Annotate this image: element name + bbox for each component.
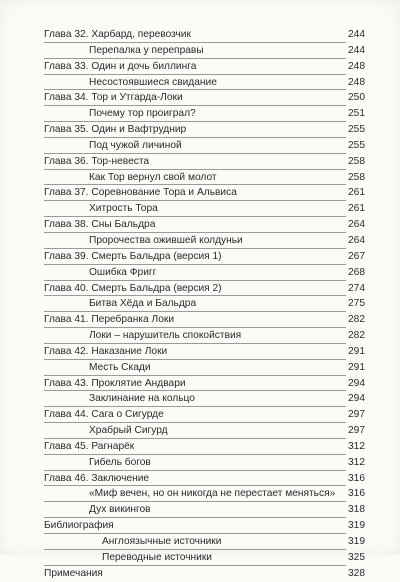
toc-chapter-row	[44, 185, 365, 201]
toc-chapter-row	[44, 122, 365, 138]
toc-chapter-row	[44, 249, 365, 265]
toc-page-number: 294	[346, 391, 365, 407]
toc-chapter-row	[44, 439, 365, 455]
toc-entry-title: Месть Скади	[89, 361, 151, 373]
toc-page-number: 297	[346, 407, 365, 423]
toc-section-row	[44, 486, 365, 502]
toc-entry-title: Локи – нарушитель спокойствия	[89, 330, 242, 342]
toc-entry-title: Перепалка у переправы	[89, 44, 204, 56]
toc-section-row	[44, 170, 365, 186]
toc-entry-title: Глава 42. Наказание Локи	[44, 345, 168, 357]
toc-page-number: 261	[346, 185, 365, 201]
table-of-contents	[44, 27, 365, 582]
toc-entry-title: Пророчества ожившей колдуньи	[89, 234, 243, 246]
toc-chapter-row	[44, 217, 365, 233]
toc-section-row	[44, 265, 365, 281]
toc-chapter-row	[44, 344, 365, 360]
toc-entry-title: Глава 43. Проклятие Андвари	[44, 377, 186, 389]
toc-entry-title: Глава 44. Сага о Сигурде	[44, 409, 164, 421]
toc-page-number: 264	[346, 217, 365, 233]
toc-page-number: 258	[346, 170, 365, 186]
toc-page-number: 255	[346, 122, 365, 138]
toc-entry-title: Глава 46. Заключение	[44, 472, 150, 484]
toc-chapter-row	[44, 471, 365, 487]
toc-entry-title: Библиография	[44, 520, 114, 532]
toc-entry-title: Несостоявшиеся свидание	[89, 76, 217, 88]
toc-page-number: 319	[346, 518, 365, 534]
toc-chapter-row	[44, 376, 365, 392]
toc-entry-title: Глава 36. Тор-невеста	[44, 155, 150, 167]
toc-section-row	[44, 502, 365, 518]
toc-page-number: 325	[346, 550, 365, 566]
toc-entry-title: Глава 38. Сны Бальдра	[44, 219, 156, 231]
toc-section-row	[44, 455, 365, 471]
toc-page-number: 312	[346, 439, 365, 455]
toc-page-number: 294	[346, 376, 365, 392]
toc-page-number: 274	[346, 281, 365, 297]
toc-page-number: 291	[346, 344, 365, 360]
toc-entry-title: «Миф вечен, но он никогда не перестает меняться»	[89, 488, 336, 500]
toc-chapter-row	[44, 27, 365, 43]
toc-section-row	[44, 391, 365, 407]
toc-entry-title: Глава 33. Один и дочь биллинга	[44, 60, 197, 72]
toc-section-row	[44, 43, 365, 59]
toc-chapter-row	[44, 518, 365, 534]
toc-page-number: 319	[346, 534, 365, 550]
toc-section-row	[44, 296, 365, 312]
toc-section-row	[44, 233, 365, 249]
toc-section-row	[44, 201, 365, 217]
toc-entry-title: Почему тор проиграл?	[89, 108, 196, 120]
toc-entry-title: Глава 40. Смерть Бальдра (версия 2)	[44, 282, 222, 294]
toc-entry-title: Примечания	[44, 567, 103, 579]
toc-section-row	[44, 360, 365, 376]
toc-page-number: 248	[346, 75, 365, 91]
toc-entry-title: Глава 34. Тор и Утгарда-Локи	[44, 92, 183, 104]
toc-page-number: 258	[346, 154, 365, 170]
toc-page-number: 248	[346, 59, 365, 75]
toc-section-row	[44, 534, 365, 550]
toc-entry-title: Глава 41. Перебранка Локи	[44, 314, 175, 326]
toc-chapter-row	[44, 154, 365, 170]
toc-page-number: 250	[346, 90, 365, 106]
toc-entry-title: Ошибка Фригг	[89, 266, 157, 278]
toc-page-number: 328	[346, 566, 365, 582]
toc-page-number: 255	[346, 138, 365, 154]
toc-page-number: 316	[346, 471, 365, 487]
toc-section-row	[44, 550, 365, 566]
toc-section-row	[44, 75, 365, 91]
toc-page-number: 268	[346, 265, 365, 281]
toc-chapter-row	[44, 566, 365, 582]
toc-page-number: 291	[346, 360, 365, 376]
toc-entry-title: Под чужой личиной	[89, 139, 182, 151]
toc-page-number: 312	[346, 455, 365, 471]
toc-page-number: 282	[346, 328, 365, 344]
toc-entry-title: Глава 39. Смерть Бальдра (версия 1)	[44, 250, 222, 262]
toc-page-number: 244	[346, 43, 365, 59]
toc-section-row	[44, 328, 365, 344]
toc-page-number: 282	[346, 312, 365, 328]
toc-section-row	[44, 138, 365, 154]
toc-page-number: 244	[346, 27, 365, 43]
toc-chapter-row	[44, 281, 365, 297]
toc-page-number: 318	[346, 502, 365, 518]
toc-entry-title: Переводные источники	[102, 551, 212, 563]
toc-entry-title: Хитрость Тора	[89, 203, 158, 215]
toc-entry-title: Дух викингов	[89, 504, 151, 516]
toc-chapter-row	[44, 59, 365, 75]
toc-entry-title: Глава 32. Харбард, перевозчик	[44, 29, 191, 40]
toc-entry-title: Гибель богов	[89, 456, 151, 468]
toc-page-number: 275	[346, 296, 365, 312]
toc-entry-title: Как Тор вернул свой молот	[89, 171, 217, 183]
toc-chapter-row	[44, 312, 365, 328]
toc-entry-title: Англоязычные источники	[102, 536, 222, 547]
toc-page-number: 264	[346, 233, 365, 249]
toc-entry-title: Глава 37. Соревнование Тора и Альвиса	[44, 187, 237, 199]
toc-section-row	[44, 423, 365, 439]
toc-entry-title: Глава 45. Рагнарёк	[44, 440, 135, 452]
toc-entry-title: Битва Хёда и Бальдра	[89, 298, 197, 310]
toc-chapter-row	[44, 407, 365, 423]
toc-page-number: 267	[346, 249, 365, 265]
toc-page-number: 251	[346, 106, 365, 122]
toc-entry-title: Заклинание на кольцо	[89, 393, 195, 405]
toc-section-row	[44, 106, 365, 122]
toc-entry-title: Глава 35. Один и Вафтруднир	[44, 124, 187, 136]
toc-entry-title: Храбрый Сигурд	[89, 425, 168, 437]
toc-page-number: 261	[346, 201, 365, 217]
toc-page-number: 297	[346, 423, 365, 439]
toc-chapter-row	[44, 90, 365, 106]
toc-page-number: 316	[346, 486, 365, 502]
